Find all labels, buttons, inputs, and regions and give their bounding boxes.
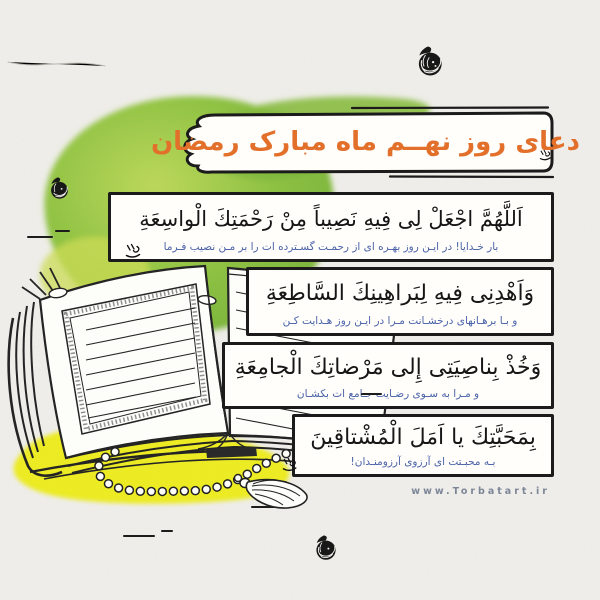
arabic-prayer-line-3: وَخُذْ بِناصِیَتِی إِلی مَرْضاتِكَ الْجامِعَةِ bbox=[234, 354, 542, 380]
website-watermark: www.Torbatart.ir bbox=[411, 486, 550, 497]
persian-translation-3: و مـرا به سـوی رضـایت جـامع ات بکشـان bbox=[296, 388, 480, 400]
verse-box-2 bbox=[246, 267, 554, 336]
arabic-prayer-line-1: اَللَّهُمَّ اجْعَلْ لِی فِیهِ نَصِیباً مِنْ رَحْمَتِكَ الْواسِعَةِ bbox=[139, 206, 523, 231]
arabic-prayer-line-4: بِمَحَبَّتِكَ یا اَمَلَ الْمُشْتاقِینَ bbox=[310, 424, 536, 450]
persian-translation-1: بار خـدایا! در ایـن روز بهـره ای از رحمـت گسـترده ات را بر مـن نصیب فـرما bbox=[163, 241, 499, 253]
persian-translation-2: و بـا برهـانهای درخشـانت مـرا در ایـن روز هـدایت کـن bbox=[282, 315, 518, 327]
persian-translation-4: بـه محبـتت ای آرزوی آرزومنـدان! bbox=[350, 456, 496, 468]
arabic-prayer-line-2: وَاَهْدِنِی فِیهِ لِبَراهِینِكَ السَّاطِعَةِ bbox=[265, 280, 535, 306]
verse-box-4 bbox=[292, 414, 554, 477]
page-title: دعای روز نهــم ماه مبارک رمضان bbox=[150, 127, 581, 157]
verse-box-3 bbox=[222, 342, 554, 409]
verse-box-1 bbox=[108, 192, 554, 262]
